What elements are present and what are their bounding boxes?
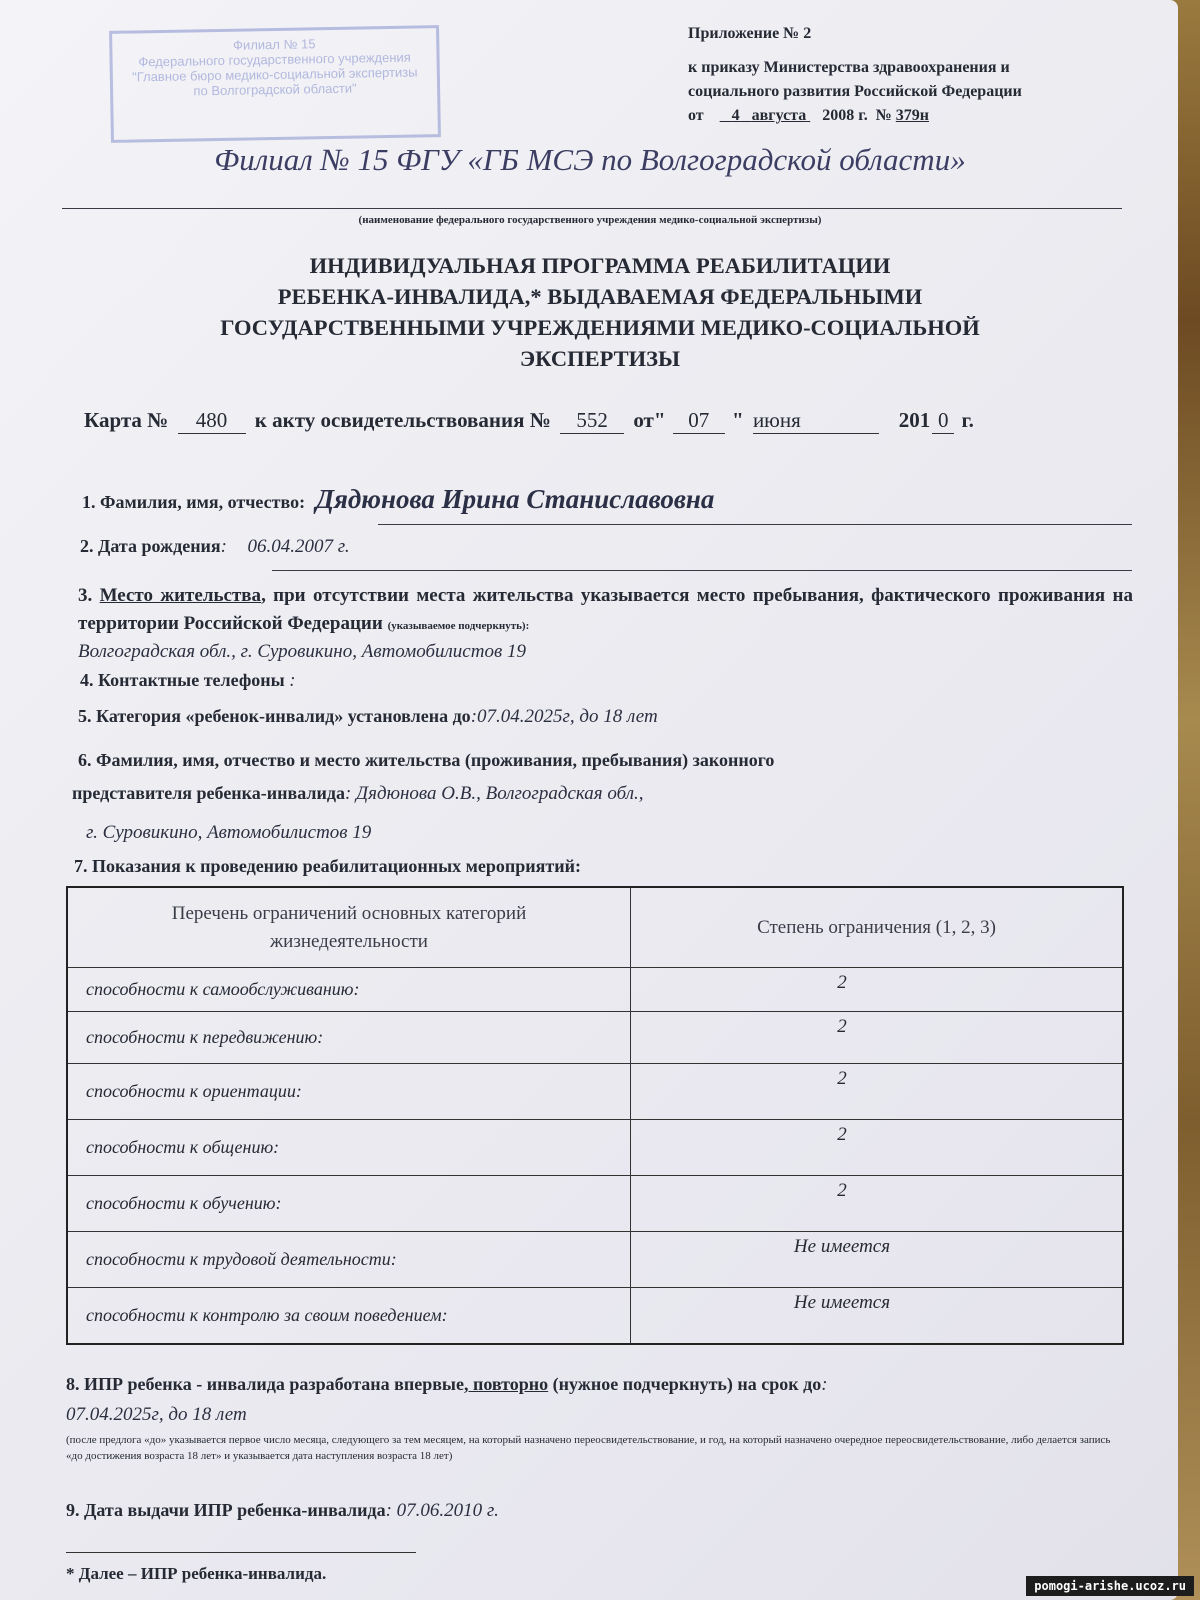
appendix-number: 379н [895,107,929,124]
act-year-prefix: 201 [898,408,931,432]
field-3-num: 3. [78,585,93,606]
appendix-number-prefix: № [875,107,892,124]
table-cell-category: способности к контролю за своим поведением: [67,1288,631,1344]
heading-line: РЕБЕНКА-ИНВАЛИДА,* ВЫДАВАЕМАЯ ФЕДЕРАЛЬНЫМИ [277,284,923,309]
table-row [67,1288,1123,1344]
field-6-value-line2: г. Суровикино, Автомобилистов 19 [86,822,372,843]
table-cell-degree: 2 [631,968,1124,1012]
table-header-row [67,887,1123,968]
section-8 [66,1374,828,1396]
card-label: Карта № [84,408,169,432]
heading-line: ИНДИВИДУАЛЬНАЯ ПРОГРАММА РЕАБИЛИТАЦИИ [309,253,891,278]
col-header-categories [67,887,631,968]
table-cell-degree: Не имеется [631,1288,1124,1344]
footnote-rule [66,1552,416,1553]
appendix-title: Приложение № 2 [688,25,812,42]
appendix-year: 2008 г. [822,107,868,124]
field-6-label-line1: 6. Фамилия, имя, отчество и место жительства (проживания, пребывания) законного [78,750,775,770]
field-2-colon: : [220,536,227,557]
table-row [67,1176,1123,1232]
office-stamp [109,25,441,143]
act-label: к акту освидетельствования № [254,408,551,432]
table-row [67,1012,1123,1064]
section-8-label-start: 8. ИПР ребенка - инвалида разработана впервые [66,1374,464,1394]
section-8-colon: : [821,1374,828,1395]
field-6-value-line1: : Дядюнова О.В., Волгоградская обл., [344,783,644,804]
document-heading [80,250,1120,374]
field-6-line2 [72,777,774,810]
heading-line: ГОСУДАРСТВЕННЫМИ УЧРЕЖДЕНИЯМИ МЕДИКО-СОЦИАЛЬНОЙ [220,315,980,340]
act-month: июня [753,408,879,434]
field-4-label: 4. Контактные телефоны [80,670,285,690]
field-5-label: 5. Категория «ребенок-инвалид» установлена до [78,706,471,726]
table-cell-category: способности к передвижению: [67,1012,631,1064]
field-1 [82,484,714,515]
date-label: от" [633,408,666,432]
field-2-value: 06.04.2007 г. [247,536,350,557]
field-4 [80,670,296,692]
footnote: * Далее – ИПР ребенка-инвалида. [66,1564,327,1583]
col-header-degree: Степень ограничения (1, 2, 3) [631,887,1124,968]
table-cell-degree: 2 [631,1176,1124,1232]
field-1-label: 1. Фамилия, имя, отчество: [82,492,306,512]
table-cell-degree: 2 [631,1012,1124,1064]
field-2-rule [272,570,1132,571]
field-1-value: Дядюнова Ирина Станиславовна [315,484,715,514]
table-cell-category: способности к трудовой деятельности: [67,1232,631,1288]
institution-caption: (наименование федерального государственного учреждения медико-социальной экспертизы) [358,214,822,226]
table-row [67,1232,1123,1288]
field-3-underlined: Место жительства [99,585,262,606]
table-cell-degree: 2 [631,1064,1124,1120]
stamp-line: по Волгоградской области" [193,80,357,99]
stamp-line: Филиал № 15 [232,36,316,53]
table-cell-category: способности к обучению: [67,1176,631,1232]
act-day: 07 [673,408,725,434]
table-cell-category: способности к ориентации: [67,1064,631,1120]
section-9-label: 9. Дата выдачи ИПР ребенка-инвалида [66,1500,386,1520]
field-6 [72,744,774,849]
table-cell-degree: Не имеется [631,1232,1124,1288]
act-year-digit: 0 [932,408,954,434]
appendix-block [688,22,1022,128]
field-3 [78,582,1133,664]
section-9-value: : 07.06.2010 г. [385,1500,499,1521]
field-4-colon: : [289,670,296,691]
table-cell-degree: 2 [631,1120,1124,1176]
field-1-rule [378,524,1132,525]
appendix-date-line [688,104,1022,128]
appendix-day: 4 августа [731,107,807,124]
field-2-label: 2. Дата рождения [80,536,221,556]
institution-rule [62,208,1122,209]
section-8-note: (после предлога «до» указывается первое число месяца, следующего за тем месяцем, на который назначено переосвидетельствование, и год, на который назначено очередное переосвидетельствование, либо делается запись «до достижения возраста 18 лет» и указывается дата наступления возраста 18 лет) [66,1434,1111,1462]
appendix-date-prefix: от [688,107,704,124]
limitations-table [66,886,1124,1345]
card-line [84,408,974,434]
watermark: pomogi-arishe.ucoz.ru [1026,1576,1194,1596]
field-6-label-line2: представителя ребенка-инвалида [72,783,345,803]
table-row [67,1064,1123,1120]
field-5 [78,706,658,728]
act-number: 552 [560,408,624,434]
act-year-suffix: г. [961,408,974,432]
field-3-value: Волгоградская обл., г. Суровикино, Автомобилистов 19 [78,641,526,662]
section-8-label-end: (нужное подчеркнуть) на срок до [552,1374,822,1394]
col-header-line: Перечень ограничений основных категорий [171,902,527,924]
table-row [67,968,1123,1012]
appendix-line: социального развития Российской Федерации [688,83,1022,100]
date-quote: " [732,408,744,432]
table-row [67,1120,1123,1176]
col-header-line: жизнедеятельности [270,930,428,952]
heading-line: ЭКСПЕРТИЗЫ [519,346,681,371]
field-3-text: , при отсутствии места жительства указывается место пребывания, фактического проживания на территории Российской Федерации [78,585,1134,634]
field-2 [80,536,350,558]
field-3-hint: (указываемое подчеркнуть): [387,620,530,632]
appendix-line: к приказу Министерства здравоохранения и [688,59,1010,76]
table-cell-category: способности к общению: [67,1120,631,1176]
table-cell-category: способности к самообслуживанию: [67,968,631,1012]
card-number: 480 [178,408,246,434]
section-8-value: 07.04.2025г, до 18 лет [66,1404,247,1425]
section-8-underlined: , повторно [463,1374,549,1394]
institution-name: Филиал № 15 ФГУ «ГБ МСЭ по Волгоградской области» [214,142,966,177]
section-9 [66,1500,499,1522]
field-7-label: 7. Показания к проведению реабилитационных мероприятий: [74,856,581,876]
stamp-line: Федерального государственного учреждения [138,49,411,70]
field-5-value: :07.04.2025г, до 18 лет [470,706,658,727]
stamp-line: "Главное бюро медико-социальной экспертизы [131,64,418,85]
